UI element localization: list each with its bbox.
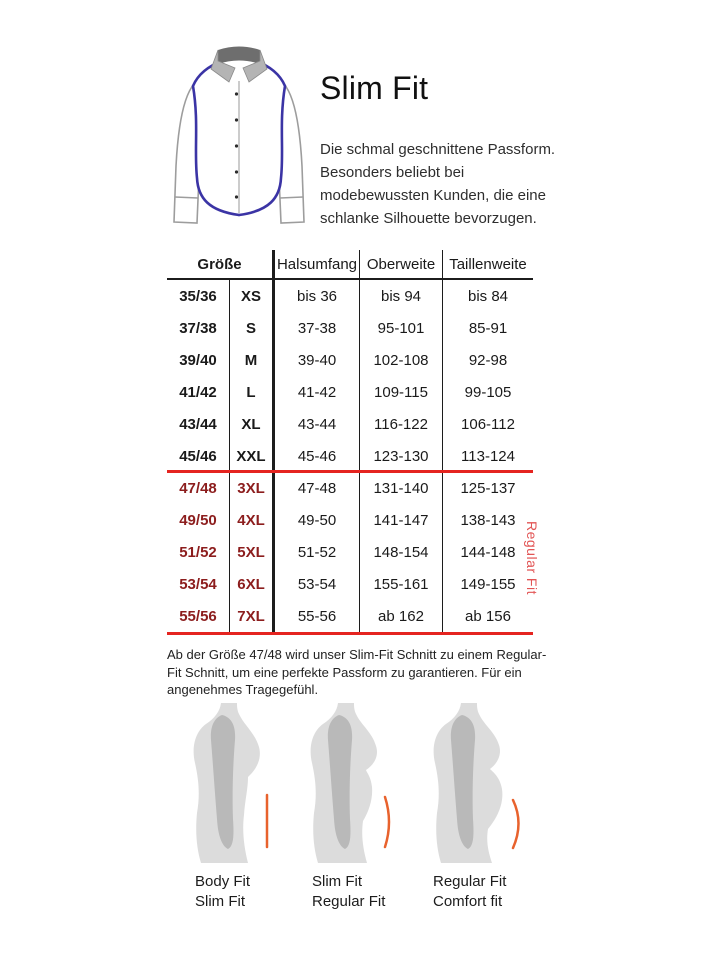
halsumfang-cell: 55-56 (275, 600, 360, 632)
footnote-text: Ab der Größe 47/48 wird unser Slim-Fit Schnitt zu einem Regular-Fit Schnitt, um eine perfekte Passform zu garantieren. Für ein angenehmes Tragegefühl. (167, 647, 547, 697)
fit-label-line1: Slim Fit (312, 873, 362, 890)
slight-curve-fit-indicator-line (385, 797, 389, 847)
kragenweite-cell: 49/50 (167, 504, 230, 536)
oberweite-cell: 155-161 (360, 568, 443, 600)
taillenweite-cell: 144-148 (460, 543, 516, 561)
taillenweite-cell: 85-91 (468, 319, 508, 337)
table-header-row (167, 250, 533, 280)
size-cell: XS (230, 280, 275, 312)
size-cell: L (230, 376, 275, 408)
regular-fit-silhouette (428, 703, 543, 863)
size-row-7xl (167, 600, 533, 632)
size-row-6xl (167, 568, 533, 600)
halsumfang-cell: 53-54 (275, 568, 360, 600)
oberweite-cell: 116-122 (360, 408, 443, 440)
fit-label-line2: Slim Fit (195, 893, 245, 910)
size-cell: XXL (230, 440, 275, 472)
kragenweite-cell: 51/52 (167, 536, 230, 568)
oberweite-cell: bis 94 (360, 280, 443, 312)
taillenweite-cell: 125-137 (460, 479, 516, 497)
page-title: Slim Fit (320, 70, 429, 106)
size-row-s (167, 312, 533, 344)
size-cell: 6XL (230, 568, 275, 600)
halsumfang-cell: 51-52 (275, 536, 360, 568)
size-row-m (167, 344, 533, 376)
size-row-xxl (167, 440, 533, 472)
kragenweite-cell: 39/40 (167, 344, 230, 376)
fit-label-line2: Comfort fit (433, 893, 503, 910)
fit-label-line2: Regular Fit (312, 893, 386, 910)
size-row-4xl (167, 504, 533, 536)
kragenweite-cell: 37/38 (167, 312, 230, 344)
col-header-oberweite: Oberweite (360, 250, 443, 278)
taillenweite-cell: 106-112 (461, 415, 515, 433)
taillenweite-cell: 99-105 (464, 383, 512, 401)
fit-label-line1: Regular Fit (433, 873, 507, 890)
body-fit-silhouette (188, 703, 303, 863)
regular-fit-divider-line (167, 470, 533, 473)
col-header-halsumfang: Halsumfang (275, 250, 360, 278)
col-header-taillenweite: Taillenweite (449, 255, 527, 273)
size-cell: 7XL (230, 600, 275, 632)
halsumfang-cell: 41-42 (275, 376, 360, 408)
kragenweite-cell: 53/54 (167, 568, 230, 600)
kragenweite-cell: 55/56 (167, 600, 230, 632)
kragenweite-cell: 41/42 (167, 376, 230, 408)
slim-fit-shirt-icon (166, 36, 312, 232)
halsumfang-cell: 37-38 (275, 312, 360, 344)
halsumfang-cell: bis 36 (275, 280, 360, 312)
kragenweite-cell: 43/44 (167, 408, 230, 440)
table-bottom-line (167, 632, 533, 635)
size-cell: 5XL (230, 536, 275, 568)
size-row-3xl (167, 472, 533, 504)
size-row-5xl (167, 536, 533, 568)
kragenweite-cell: 35/36 (167, 280, 230, 312)
fit-label-regular-fit (433, 872, 506, 912)
size-cell: S (230, 312, 275, 344)
oberweite-cell: 141-147 (360, 504, 443, 536)
size-row-xl (167, 408, 533, 440)
oberweite-cell: 102-108 (360, 344, 443, 376)
kragenweite-cell: 47/48 (167, 472, 230, 504)
halsumfang-cell: 45-46 (275, 440, 360, 472)
header-text (320, 70, 565, 230)
size-cell: XL (230, 408, 275, 440)
halsumfang-cell: 47-48 (275, 472, 360, 504)
size-row-l (167, 376, 533, 408)
fit-label-body-fit (195, 872, 250, 912)
oberweite-cell: 148-154 (360, 536, 443, 568)
fit-label-line1: Body Fit (195, 873, 251, 890)
regular-fit-side-label: Regular Fit (524, 521, 540, 595)
taillenweite-cell: 149-155 (460, 575, 516, 593)
size-table (167, 250, 533, 632)
taillenweite-cell: bis 84 (467, 287, 509, 305)
fit-description: Die schmal geschnittene Passform. Besonders beliebt bei modebewussten Kunden, die eine schlanke Silhouette bevorzugen. (320, 141, 556, 227)
size-cell: 3XL (230, 472, 275, 504)
size-row-xs (167, 280, 533, 312)
halsumfang-cell: 39-40 (275, 344, 360, 376)
oberweite-cell: ab 162 (360, 600, 443, 632)
oberweite-cell: 109-115 (360, 376, 443, 408)
taillenweite-cell: 92-98 (468, 351, 508, 369)
halsumfang-cell: 43-44 (275, 408, 360, 440)
size-cell: 4XL (230, 504, 275, 536)
curve-fit-indicator-line (513, 800, 519, 848)
taillenweite-cell: 113-124 (461, 447, 515, 465)
oberweite-cell: 123-130 (360, 440, 443, 472)
fit-label-slim-fit (312, 872, 385, 912)
col-header-groesse: Größe (167, 250, 275, 278)
kragenweite-cell: 45/46 (167, 440, 230, 472)
taillenweite-cell: ab 156 (465, 607, 511, 625)
oberweite-cell: 95-101 (360, 312, 443, 344)
taillenweite-cell: 138-143 (460, 511, 516, 529)
slim-fit-silhouette (305, 703, 420, 863)
size-cell: M (230, 344, 275, 376)
halsumfang-cell: 49-50 (275, 504, 360, 536)
oberweite-cell: 131-140 (360, 472, 443, 504)
